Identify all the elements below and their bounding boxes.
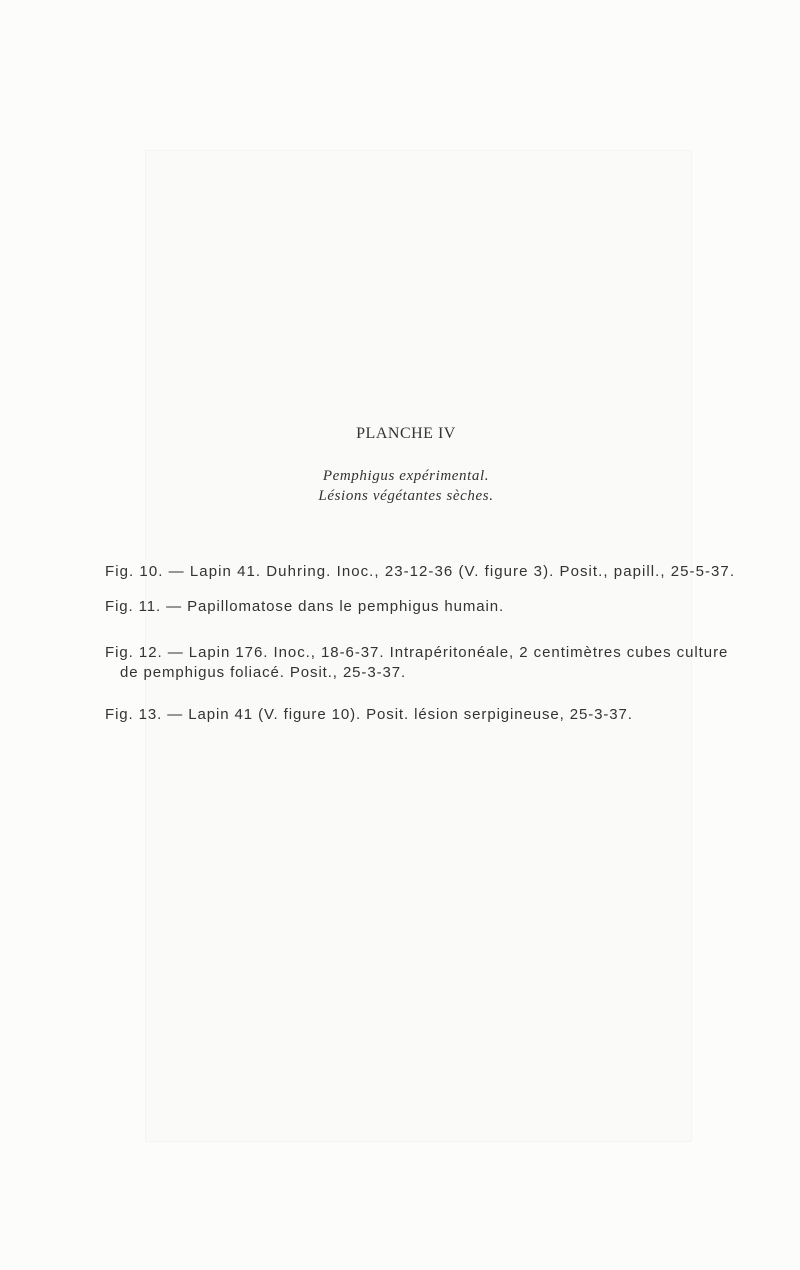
figure-caption-10: Fig. 10. — Lapin 41. Duhring. Inoc., 23-12-36 (V. figure 3). Posit., papill., 25-5-37.	[105, 563, 736, 580]
plate-subtitle-line1: Pemphigus expérimental.	[322, 468, 490, 484]
figure-caption-12-line1: Fig. 12. — Lapin 176. Inoc., 18-6-37. Intrapéritonéale, 2 centimètres cubes culture	[105, 644, 729, 661]
plate-title: PLANCHE IV	[356, 425, 456, 442]
figure-caption-11: Fig. 11. — Papillomatose dans le pemphigus humain.	[105, 598, 505, 615]
figure-caption-12-line2: de pemphigus foliacé. Posit., 25-3-37.	[120, 664, 407, 681]
plate-subtitle-line2: Lésions végétantes sèches.	[318, 488, 494, 504]
figure-caption-13: Fig. 13. — Lapin 41 (V. figure 10). Posit. lésion serpigineuse, 25-3-37.	[105, 706, 633, 723]
